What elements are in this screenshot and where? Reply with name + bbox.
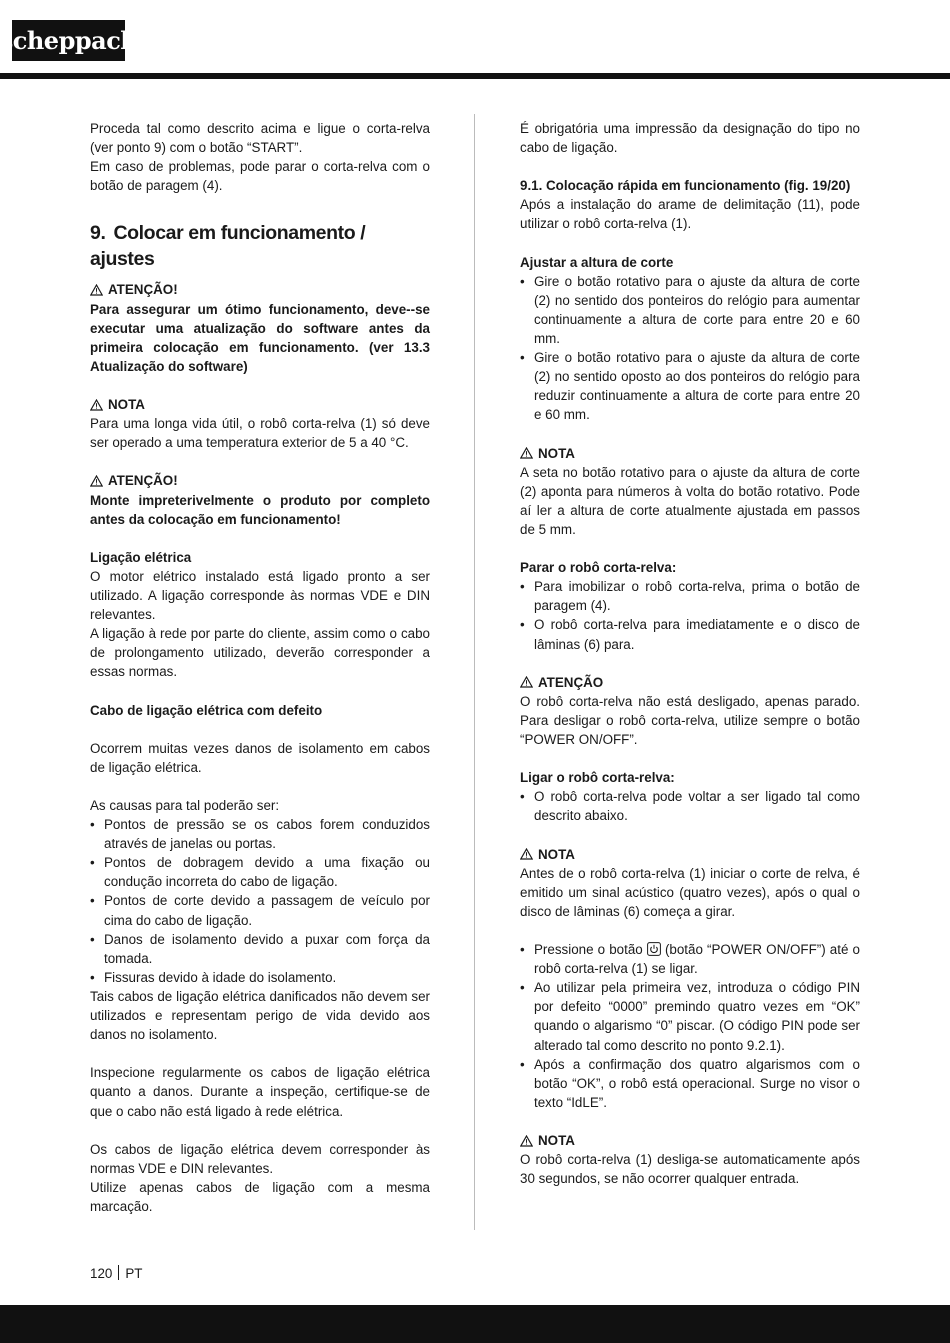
subsection-number: 9.1. bbox=[520, 178, 543, 194]
paragraph: Tais cabos de ligação elétrica danificados não devem ser utilizados e representam perigo de vida devido aos danos no isolamento. bbox=[90, 988, 430, 1043]
paragraph: É obrigatória uma impressão da designação do tipo no cabo de ligação. bbox=[520, 121, 860, 156]
note-title: NOTA bbox=[538, 445, 575, 461]
warning-title: ATENÇÃO! bbox=[108, 473, 178, 489]
press-text-start: Pressione o botão bbox=[534, 942, 643, 958]
paragraph: Os cabos de ligação elétrica devem corresponder às normas VDE e DIN relevantes. bbox=[90, 1141, 430, 1176]
intro-paragraph: Em caso de problemas, pode parar o corta-relva com o botão de paragem (4). bbox=[90, 159, 430, 194]
note-title: NOTA bbox=[108, 397, 145, 413]
list-item bbox=[520, 940, 860, 978]
list-item: • Gire o botão rotativo para o ajuste da altura de corte (2) no sentido dos ponteiros do relógio para aumentar continuamente a altura de corte para entre 20 e 60 mm. bbox=[520, 272, 860, 348]
note-heading bbox=[520, 1131, 860, 1150]
paragraph: As causas para tal poderão ser: bbox=[90, 798, 280, 813]
subheading: Parar o robô corta-relva: bbox=[520, 560, 677, 576]
causes-list bbox=[90, 815, 430, 987]
page-footer bbox=[90, 1264, 142, 1283]
warning-triangle-icon bbox=[90, 475, 103, 487]
note-text: Antes de o robô corta-relva (1) iniciar o corte de relva, é emitido um sinal acústico (quatro vezes), após o qual o disco de lâminas (6) começa a girar. bbox=[520, 865, 860, 919]
list-item: • Pontos de corte devido a passagem de veículo por cima do cabo de ligação. bbox=[90, 891, 430, 929]
warning-triangle-icon bbox=[520, 676, 533, 688]
warning-triangle-icon bbox=[520, 447, 533, 459]
header-rule bbox=[0, 73, 950, 79]
page-number: 120 bbox=[90, 1266, 113, 1281]
left-column bbox=[90, 119, 430, 1216]
footer-separator bbox=[118, 1265, 119, 1280]
warning-triangle-icon bbox=[520, 1135, 533, 1147]
note-text: O robô corta-relva (1) desliga-se automaticamente após 30 segundos, se não ocorrer qualquer entrada. bbox=[520, 1152, 860, 1187]
list-item: • Pontos de dobragem devido a uma fixação ou condução incorreta do cabo de ligação. bbox=[90, 853, 430, 891]
list-item: • Para imobilizar o robô corta-relva, prima o botão de paragem (4). bbox=[520, 577, 860, 615]
brand-logo-text: scheppach bbox=[0, 25, 138, 55]
warning-triangle-icon bbox=[90, 399, 103, 411]
list-item: • Pontos de pressão se os cabos forem conduzidos através de janelas ou portas. bbox=[90, 815, 430, 853]
warning-heading bbox=[90, 280, 430, 299]
list-item: • Fissuras devido à idade do isolamento. bbox=[90, 968, 430, 987]
list-item: • O robô corta-relva pode voltar a ser ligado tal como descrito abaixo. bbox=[520, 787, 860, 825]
warning-text: Monte impreterivelmente o produto por completo antes da colocação em funcionamento! bbox=[90, 492, 430, 527]
section-heading bbox=[90, 220, 430, 272]
paragraph: Inspecione regularmente os cabos de ligação elétrica quanto a danos. Durante a inspeção, certifique-se de que o cabo não está ligado à rede elétrica. bbox=[90, 1065, 430, 1119]
section-number: 9. bbox=[90, 222, 106, 245]
start-list bbox=[520, 940, 860, 1112]
note-text: Para uma longa vida útil, o robô corta-relva (1) só deve ser operado a uma temperatura exterior de 5 a 40 °C. bbox=[90, 416, 430, 451]
list-item: • Ao utilizar pela primeira vez, introduza o código PIN por defeito “0000” premindo quatro vezes em “OK” quando o algarismo “0” piscar. (O código PIN pode ser alterado tal como descrito no ponto 9.2.1). bbox=[520, 978, 860, 1054]
warning-text: O robô corta-relva não está desligado, apenas parado. Para desligar o robô corta-relva, utilize sempre o botão “POWER ON/OFF”. bbox=[520, 693, 860, 747]
subsection-heading bbox=[520, 176, 860, 195]
note-heading bbox=[90, 395, 430, 414]
brand-logo bbox=[0, 20, 138, 61]
subheading: Ajustar a altura de corte bbox=[520, 254, 674, 270]
column-divider bbox=[474, 114, 475, 1230]
press-text-end: (botão “POWER ON/OFF”) até o robô corta-relva (1) se ligar. bbox=[534, 942, 860, 977]
paragraph: A ligação à rede por parte do cliente, assim como o cabo de prolongamento utilizado, deverão corresponder a essas normas. bbox=[90, 626, 430, 680]
warning-triangle-icon bbox=[90, 284, 103, 296]
note-text: A seta no botão rotativo para o ajuste da altura de corte (2) aponta para números à volta do botão rotativo. Pode aí ler a altura de corte atualmente ajustada em passos de 5 mm. bbox=[520, 464, 860, 537]
right-column bbox=[520, 119, 860, 1188]
warning-heading bbox=[90, 471, 430, 490]
note-title: NOTA bbox=[538, 846, 575, 862]
list-item: • Após a confirmação dos quatro algarismos com o botão “OK”, o robô está operacional. Surge no visor o texto “IdLE”. bbox=[520, 1055, 860, 1112]
paragraph: Após a instalação do arame de delimitação (11), pode utilizar o robô corta-relva (1). bbox=[520, 197, 860, 232]
warning-title: ATENÇÃO! bbox=[108, 282, 178, 298]
intro-paragraph: Proceda tal como descrito acima e ligue o corta-relva (ver ponto 9) com o botão “START”. bbox=[90, 121, 430, 156]
note-heading bbox=[520, 444, 860, 463]
warning-heading bbox=[520, 673, 860, 692]
language-code: PT bbox=[125, 1266, 143, 1281]
stop-list bbox=[520, 577, 860, 653]
note-heading bbox=[520, 845, 860, 864]
list-item: • Gire o botão rotativo para o ajuste da altura de corte (2) no sentido oposto ao dos ponteiros do relógio para reduzir continuamente a altura de corte para entre 20 e 60 mm. bbox=[520, 348, 860, 424]
warning-title: ATENÇÃO bbox=[538, 674, 604, 690]
paragraph: Utilize apenas cabos de ligação com a mesma marcação. bbox=[90, 1179, 430, 1214]
on-list bbox=[520, 787, 860, 825]
subheading: Ligação elétrica bbox=[90, 549, 192, 565]
paragraph: Ocorrem muitas vezes danos de isolamento em cabos de ligação elétrica. bbox=[90, 740, 430, 775]
paragraph: O motor elétrico instalado está ligado pronto a ser utilizado. A ligação corresponde às normas VDE e DIN relevantes. bbox=[90, 568, 430, 623]
subheading: Cabo de ligação elétrica com defeito bbox=[90, 702, 323, 718]
section-title: Colocar em funcionamento / ajustes bbox=[90, 222, 366, 271]
list-item: • Danos de isolamento devido a puxar com força da tomada. bbox=[90, 930, 430, 968]
power-button-icon bbox=[647, 942, 661, 956]
subheading: Ligar o robô corta-relva: bbox=[520, 770, 675, 786]
height-list bbox=[520, 272, 860, 425]
note-title: NOTA bbox=[538, 1132, 575, 1148]
warning-text: Para assegurar um ótimo funcionamento, deve--se executar uma atualização do software antes da primeira colocação em funcionamento. (ver 13.3 Atualização do software) bbox=[90, 301, 430, 374]
warning-triangle-icon bbox=[520, 848, 533, 860]
subsection-title: Colocação rápida em funcionamento (fig. 19/20) bbox=[546, 178, 851, 194]
list-item: • O robô corta-relva para imediatamente e o disco de lâminas (6) para. bbox=[520, 615, 860, 653]
footer-bar bbox=[0, 1305, 950, 1343]
